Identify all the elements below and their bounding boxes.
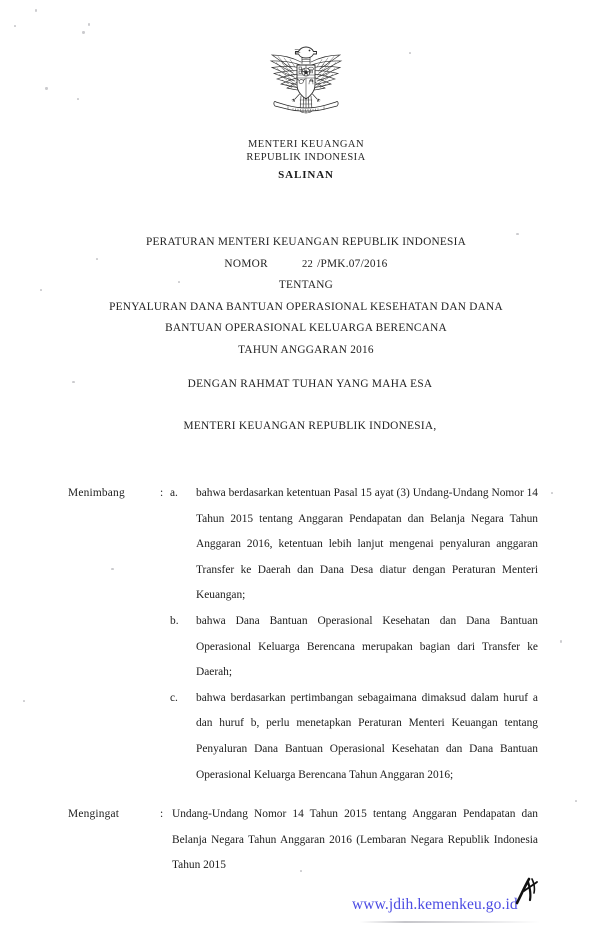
regulation-title-line: PERATURAN MENTERI KEUANGAN REPUBLIK INDONESIA <box>145 236 467 248</box>
scan-speck <box>35 9 37 12</box>
nomor-label: NOMOR <box>224 257 268 270</box>
clause-items-menimbang <box>170 481 538 788</box>
garuda-pancasila-emblem <box>263 44 349 124</box>
scan-speck <box>551 492 553 494</box>
item-text: bahwa berdasarkan ketentuan Pasal 15 ayat (3) Undang-Undang Nomor 14 Tahun 2015 tentang Anggaran Pendapatan dan Belanja Negara Tahun Anggaran 2016, ketentuan lebih lanjut mengenai penyaluran anggaran Transfer ke Daerah dan Dana Desa diatur dengan Peraturan Menteri Keuangan; <box>196 487 538 602</box>
emblem-container <box>0 44 612 124</box>
clause-item <box>172 802 538 879</box>
item-marker: b. <box>170 614 179 627</box>
scan-speck <box>88 23 90 26</box>
scan-speck <box>82 31 85 34</box>
ministry-caption-line2: REPUBLIK INDONESIA <box>246 152 366 163</box>
clause-items-mengingat <box>172 802 538 879</box>
ministry-caption-line1: MENTERI KEUANGAN <box>248 139 364 150</box>
scan-smudge <box>360 921 540 923</box>
scan-speck <box>72 381 75 383</box>
clause-item <box>170 686 538 788</box>
scan-speck <box>575 800 577 802</box>
document-title-block <box>68 232 544 361</box>
scan-speck <box>40 289 42 291</box>
clause-label-mengingat: Mengingat <box>68 808 120 820</box>
scan-speck <box>14 25 16 27</box>
ministry-caption <box>0 138 612 164</box>
item-text: Undang-Undang Nomor 14 Tahun 2015 tentang Anggaran Pendapatan dan Belanja Negara Tahun Anggaran 2016 (Lembaran Negara Republik Indonesia Tahun 2015 <box>172 808 538 872</box>
item-text: bahwa Dana Bantuan Operasional Kesehatan dan Dana Bantuan Operasional Keluarga Berencana merupakan bagian dari Transfer ke Daerah; <box>196 614 538 679</box>
blessing-line: DENGAN RAHMAT TUHAN YANG MAHA ESA <box>187 378 433 390</box>
nomor-value: 22 <box>301 258 314 270</box>
subject-line-1: PENYALURAN DANA BANTUAN OPERASIONAL KESEHATAN DAN DANA <box>109 300 503 313</box>
tentang-label: TENTANG <box>278 279 334 291</box>
clause-item <box>170 609 538 686</box>
clause-label-menimbang: Menimbang <box>68 487 125 499</box>
subject-line-3: TAHUN ANGGARAN 2016 <box>238 343 374 356</box>
item-marker: c. <box>170 691 178 704</box>
jdih-watermark-url: www.jdih.kemenkeu.go.id <box>352 896 518 913</box>
clause-item <box>170 481 538 609</box>
regulation-number-line <box>68 254 544 276</box>
item-marker: a. <box>170 487 178 499</box>
scan-speck <box>23 700 25 702</box>
copy-stamp: SALINAN <box>278 169 334 181</box>
clause-menimbang <box>68 481 538 788</box>
scan-speck <box>560 640 562 643</box>
clause-colon-mengingat: : <box>160 808 164 820</box>
minister-line: MENTERI KEUANGAN REPUBLIK INDONESIA, <box>183 420 437 432</box>
nomor-suffix: /PMK.07/2016 <box>317 257 388 270</box>
item-text: bahwa berdasarkan pertimbangan sebagaimana dimaksud dalam huruf a dan huruf b, perlu menetapkan Peraturan Menteri Keuangan tentang Penyaluran Dana Bantuan Operasional Kesehatan dan Dana Bantuan Operasional Keluarga Berencana Tahun Anggaran 2016; <box>196 691 538 781</box>
clause-mengingat <box>68 802 538 879</box>
subject-line-2: BANTUAN OPERASIONAL KELUARGA BERENCANA <box>165 322 447 334</box>
handwritten-initial-mark <box>514 876 540 906</box>
clause-colon-menimbang: : <box>160 487 164 499</box>
